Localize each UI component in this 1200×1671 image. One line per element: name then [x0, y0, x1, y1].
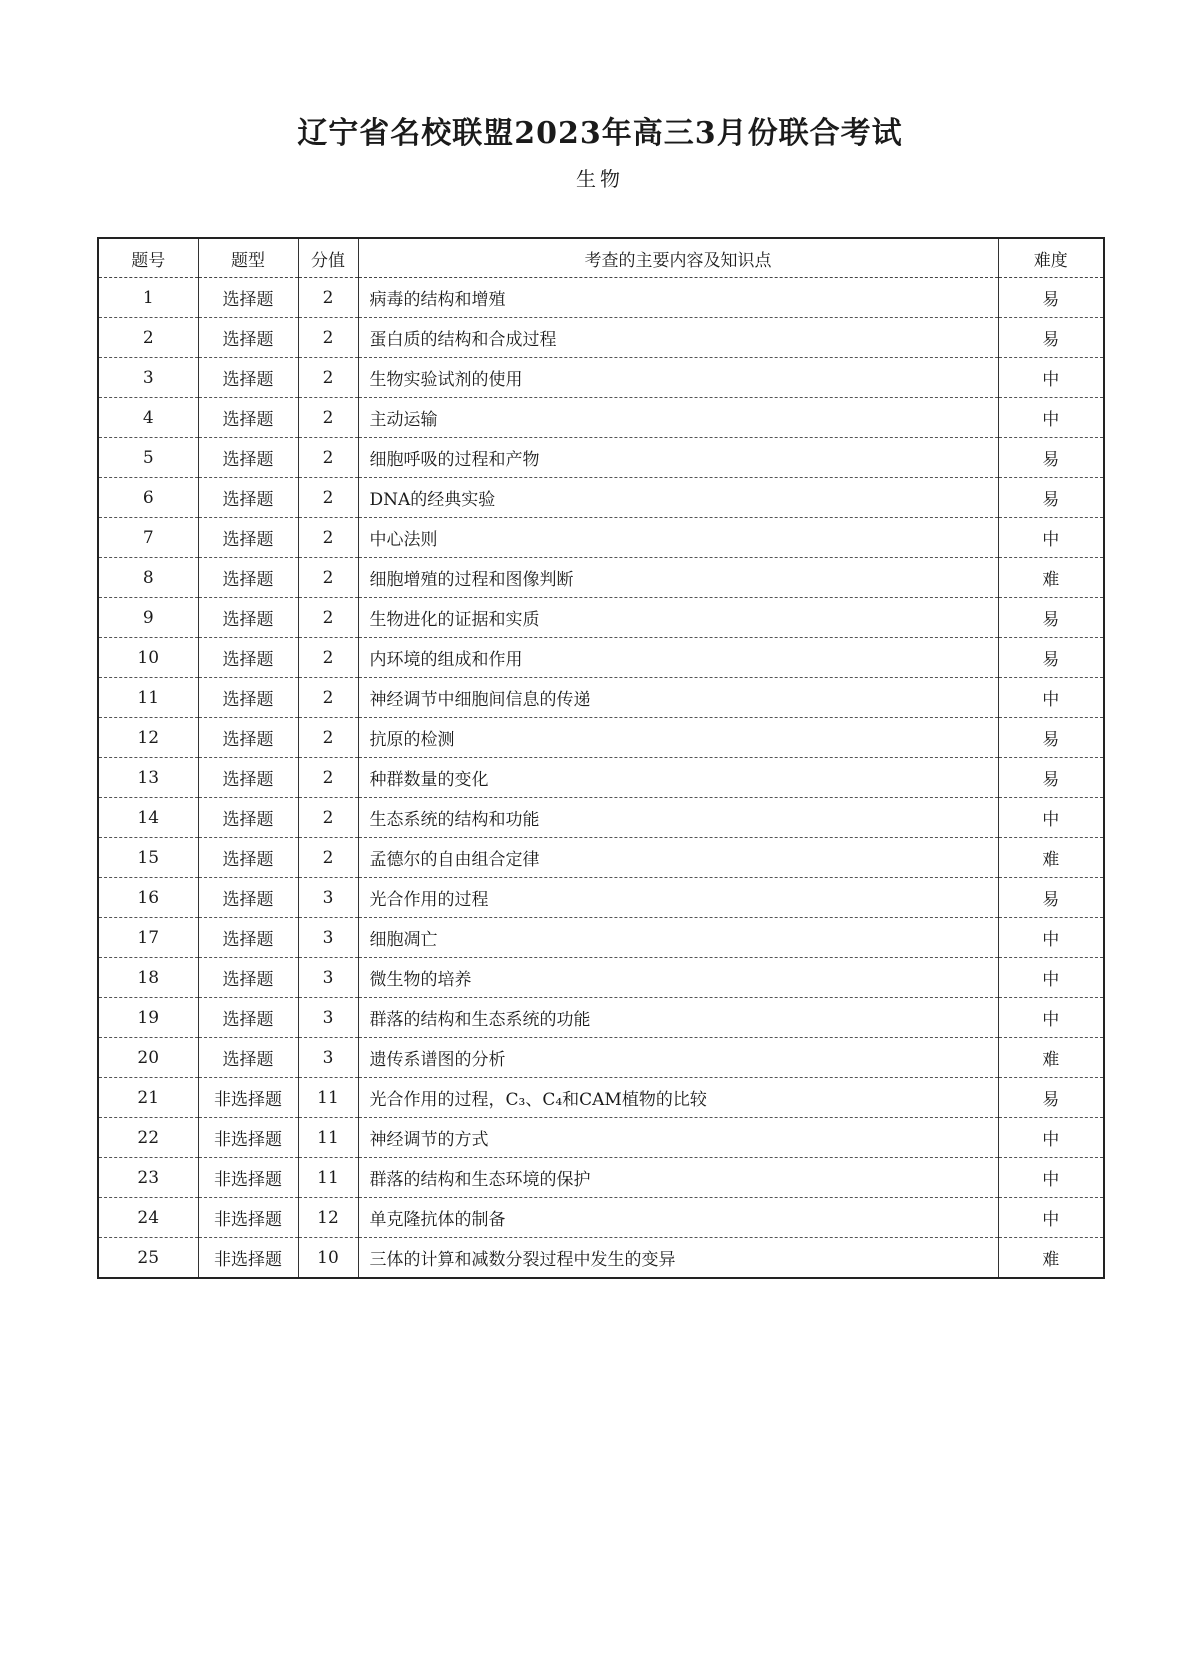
question-number-cell: 11 — [98, 678, 198, 718]
score-cell: 11 — [298, 1118, 358, 1158]
table-body — [98, 278, 1104, 1279]
question-type-cell: 选择题 — [198, 558, 298, 598]
exam-spec-table — [97, 237, 1105, 1279]
content-cell: 主动运输 — [358, 398, 998, 438]
question-number-cell: 12 — [98, 718, 198, 758]
score-cell: 3 — [298, 958, 358, 998]
score-cell: 2 — [298, 798, 358, 838]
difficulty-cell: 难 — [998, 558, 1104, 598]
content-cell: 细胞增殖的过程和图像判断 — [358, 558, 998, 598]
score-cell: 2 — [298, 278, 358, 318]
content-cell: 种群数量的变化 — [358, 758, 998, 798]
question-type-cell: 选择题 — [198, 398, 298, 438]
question-type-cell: 选择题 — [198, 878, 298, 918]
question-type-cell: 选择题 — [198, 918, 298, 958]
difficulty-cell: 中 — [998, 678, 1104, 718]
difficulty-cell: 易 — [998, 478, 1104, 518]
table-row — [98, 1038, 1104, 1078]
question-type-cell: 选择题 — [198, 278, 298, 318]
score-cell: 2 — [298, 718, 358, 758]
question-type-cell: 选择题 — [198, 998, 298, 1038]
question-type-cell: 选择题 — [198, 598, 298, 638]
difficulty-cell: 中 — [998, 358, 1104, 398]
score-cell: 2 — [298, 478, 358, 518]
content-cell: 蛋白质的结构和合成过程 — [358, 318, 998, 358]
score-cell: 2 — [298, 398, 358, 438]
question-type-cell: 选择题 — [198, 518, 298, 558]
question-type-cell: 选择题 — [198, 1038, 298, 1078]
difficulty-cell: 易 — [998, 598, 1104, 638]
question-number-cell: 13 — [98, 758, 198, 798]
content-cell: 中心法则 — [358, 518, 998, 558]
question-number-cell: 25 — [98, 1238, 198, 1279]
content-cell: 群落的结构和生态系统的功能 — [358, 998, 998, 1038]
content-cell: 细胞呼吸的过程和产物 — [358, 438, 998, 478]
question-type-cell: 选择题 — [198, 478, 298, 518]
table-row — [98, 438, 1104, 478]
content-cell: 神经调节中细胞间信息的传递 — [358, 678, 998, 718]
difficulty-cell: 中 — [998, 798, 1104, 838]
table-row — [98, 718, 1104, 758]
question-number-cell: 7 — [98, 518, 198, 558]
table-row — [98, 558, 1104, 598]
content-cell: 神经调节的方式 — [358, 1118, 998, 1158]
content-cell: 孟德尔的自由组合定律 — [358, 838, 998, 878]
question-type-cell: 选择题 — [198, 438, 298, 478]
question-number-cell: 6 — [98, 478, 198, 518]
table-row — [98, 318, 1104, 358]
content-cell: 生物实验试剂的使用 — [358, 358, 998, 398]
question-number-cell: 1 — [98, 278, 198, 318]
table-row — [98, 638, 1104, 678]
question-number-cell: 9 — [98, 598, 198, 638]
difficulty-cell: 中 — [998, 398, 1104, 438]
header-score: 分值 — [298, 238, 358, 278]
question-number-cell: 22 — [98, 1118, 198, 1158]
difficulty-cell: 难 — [998, 1038, 1104, 1078]
content-cell: 抗原的检测 — [358, 718, 998, 758]
question-type-cell: 选择题 — [198, 758, 298, 798]
question-type-cell: 选择题 — [198, 798, 298, 838]
question-number-cell: 20 — [98, 1038, 198, 1078]
score-cell: 2 — [298, 758, 358, 798]
difficulty-cell: 易 — [998, 318, 1104, 358]
difficulty-cell: 易 — [998, 638, 1104, 678]
question-type-cell: 选择题 — [198, 318, 298, 358]
question-number-cell: 3 — [98, 358, 198, 398]
question-type-cell: 选择题 — [198, 838, 298, 878]
question-type-cell: 选择题 — [198, 358, 298, 398]
question-type-cell: 非选择题 — [198, 1198, 298, 1238]
content-cell: 光合作用的过程，C₃、C₄和CAM植物的比较 — [358, 1078, 998, 1118]
table-row — [98, 838, 1104, 878]
question-type-cell: 选择题 — [198, 638, 298, 678]
content-cell: 单克隆抗体的制备 — [358, 1198, 998, 1238]
table-row — [98, 798, 1104, 838]
question-number-cell: 18 — [98, 958, 198, 998]
table-row — [98, 598, 1104, 638]
content-cell: 光合作用的过程 — [358, 878, 998, 918]
question-type-cell: 选择题 — [198, 958, 298, 998]
content-cell: 三体的计算和减数分裂过程中发生的变异 — [358, 1238, 998, 1279]
score-cell: 10 — [298, 1238, 358, 1279]
content-cell: 生物进化的证据和实质 — [358, 598, 998, 638]
question-number-cell: 19 — [98, 998, 198, 1038]
question-type-cell: 非选择题 — [198, 1118, 298, 1158]
score-cell: 11 — [298, 1078, 358, 1118]
table-row — [98, 958, 1104, 998]
content-cell: DNA的经典实验 — [358, 478, 998, 518]
table-row — [98, 478, 1104, 518]
score-cell: 2 — [298, 838, 358, 878]
content-cell: 遗传系谱图的分析 — [358, 1038, 998, 1078]
table-row — [98, 358, 1104, 398]
score-cell: 3 — [298, 1038, 358, 1078]
difficulty-cell: 易 — [998, 438, 1104, 478]
question-number-cell: 23 — [98, 1158, 198, 1198]
difficulty-cell: 中 — [998, 518, 1104, 558]
content-cell: 群落的结构和生态环境的保护 — [358, 1158, 998, 1198]
question-type-cell: 选择题 — [198, 718, 298, 758]
question-type-cell: 选择题 — [198, 678, 298, 718]
header-content: 考查的主要内容及知识点 — [358, 238, 998, 278]
table-row — [98, 1238, 1104, 1279]
question-number-cell: 24 — [98, 1198, 198, 1238]
table-row — [98, 398, 1104, 438]
score-cell: 2 — [298, 598, 358, 638]
header-difficulty: 难度 — [998, 238, 1104, 278]
table-row — [98, 998, 1104, 1038]
difficulty-cell: 中 — [998, 1118, 1104, 1158]
question-type-cell: 非选择题 — [198, 1238, 298, 1279]
score-cell: 2 — [298, 558, 358, 598]
table-row — [98, 1118, 1104, 1158]
content-cell: 内环境的组成和作用 — [358, 638, 998, 678]
table-row — [98, 518, 1104, 558]
difficulty-cell: 中 — [998, 958, 1104, 998]
score-cell: 12 — [298, 1198, 358, 1238]
question-number-cell: 5 — [98, 438, 198, 478]
question-type-cell: 非选择题 — [198, 1078, 298, 1118]
content-cell: 生态系统的结构和功能 — [358, 798, 998, 838]
table-row — [98, 758, 1104, 798]
question-number-cell: 21 — [98, 1078, 198, 1118]
page-title: 辽宁省名校联盟2023年高三3月份联合考试 — [297, 116, 903, 151]
table-row — [98, 678, 1104, 718]
score-cell: 2 — [298, 318, 358, 358]
score-cell: 2 — [298, 638, 358, 678]
content-cell: 细胞凋亡 — [358, 918, 998, 958]
question-number-cell: 4 — [98, 398, 198, 438]
difficulty-cell: 难 — [998, 838, 1104, 878]
score-cell: 2 — [298, 438, 358, 478]
score-cell: 3 — [298, 918, 358, 958]
difficulty-cell: 易 — [998, 278, 1104, 318]
difficulty-cell: 中 — [998, 1158, 1104, 1198]
score-cell: 2 — [298, 678, 358, 718]
difficulty-cell: 难 — [998, 1238, 1104, 1279]
question-type-cell: 非选择题 — [198, 1158, 298, 1198]
table-row — [98, 1198, 1104, 1238]
question-number-cell: 15 — [98, 838, 198, 878]
difficulty-cell: 易 — [998, 758, 1104, 798]
score-cell: 3 — [298, 998, 358, 1038]
score-cell: 11 — [298, 1158, 358, 1198]
header-question-type: 题型 — [198, 238, 298, 278]
difficulty-cell: 易 — [998, 878, 1104, 918]
difficulty-cell: 易 — [998, 1078, 1104, 1118]
table-row — [98, 278, 1104, 318]
question-number-cell: 16 — [98, 878, 198, 918]
table-row — [98, 1158, 1104, 1198]
difficulty-cell: 易 — [998, 718, 1104, 758]
content-cell: 病毒的结构和增殖 — [358, 278, 998, 318]
table-header-row — [98, 238, 1104, 278]
question-number-cell: 2 — [98, 318, 198, 358]
table-row — [98, 1078, 1104, 1118]
score-cell: 3 — [298, 878, 358, 918]
header-question-number: 题号 — [98, 238, 198, 278]
table-row — [98, 878, 1104, 918]
difficulty-cell: 中 — [998, 998, 1104, 1038]
question-number-cell: 14 — [98, 798, 198, 838]
content-cell: 微生物的培养 — [358, 958, 998, 998]
score-cell: 2 — [298, 518, 358, 558]
table-row — [98, 918, 1104, 958]
question-number-cell: 8 — [98, 558, 198, 598]
difficulty-cell: 中 — [998, 918, 1104, 958]
question-number-cell: 10 — [98, 638, 198, 678]
page-subtitle: 生物 — [576, 167, 624, 191]
difficulty-cell: 中 — [998, 1198, 1104, 1238]
score-cell: 2 — [298, 358, 358, 398]
question-number-cell: 17 — [98, 918, 198, 958]
